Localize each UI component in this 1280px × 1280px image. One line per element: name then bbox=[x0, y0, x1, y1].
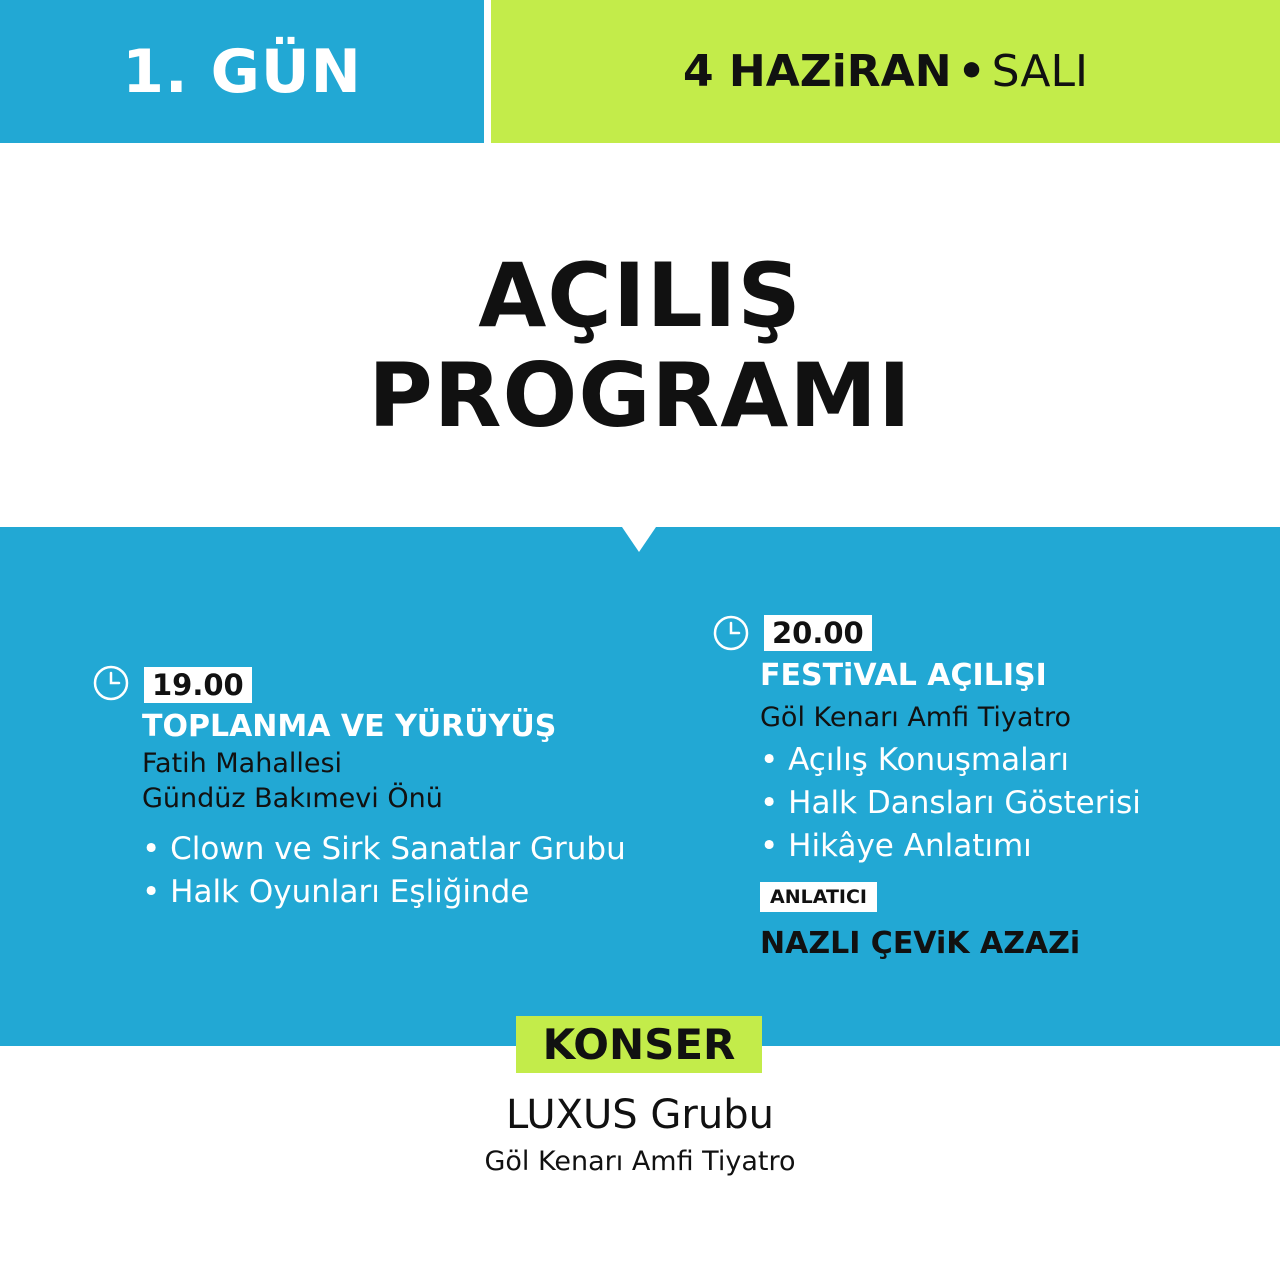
title-line-1: AÇILIŞ bbox=[478, 244, 802, 347]
date-separator: • bbox=[957, 46, 986, 97]
title-line-2: PROGRAMI bbox=[368, 344, 912, 447]
clock-icon bbox=[92, 664, 130, 702]
event-item: • Halk Dansları Gösterisi bbox=[760, 785, 1141, 821]
narrator-name: NAZLI ÇEViK AZAZi bbox=[760, 926, 1081, 961]
date-label bbox=[491, 0, 1280, 143]
page-title bbox=[0, 246, 1280, 446]
weekday-text: SALI bbox=[991, 46, 1089, 97]
event-item-list bbox=[760, 739, 1141, 868]
event-location-line: Fatih Mahallesi bbox=[142, 748, 343, 779]
event-item: • Clown ve Sirk Sanatlar Grubu bbox=[142, 831, 626, 867]
event-item-list bbox=[142, 828, 626, 914]
event-item: • Halk Oyunları Eşliğinde bbox=[142, 874, 530, 910]
concert-label: KONSER bbox=[516, 1016, 762, 1073]
event-time: 20.00 bbox=[764, 615, 872, 651]
event-item: • Hikâye Anlatımı bbox=[760, 828, 1032, 864]
band-notch bbox=[622, 527, 656, 552]
concert-band: LUXUS Grubu bbox=[506, 1092, 774, 1138]
event-title: FESTiVAL AÇILIŞI bbox=[760, 658, 1047, 693]
clock-icon bbox=[712, 614, 750, 652]
event-title: TOPLANMA VE YÜRÜYÜŞ bbox=[142, 709, 557, 744]
day-label: 1. GÜN bbox=[122, 36, 362, 107]
narrator-label: ANLATICI bbox=[760, 882, 877, 912]
event-time: 19.00 bbox=[144, 667, 252, 703]
date-text: 4 HAZiRAN bbox=[682, 46, 952, 97]
event-item: • Açılış Konuşmaları bbox=[760, 742, 1070, 778]
event-location: Göl Kenarı Amfi Tiyatro bbox=[760, 702, 1072, 733]
event-location-line: Gündüz Bakımevi Önü bbox=[142, 783, 443, 814]
concert-venue: Göl Kenarı Amfi Tiyatro bbox=[484, 1146, 796, 1177]
